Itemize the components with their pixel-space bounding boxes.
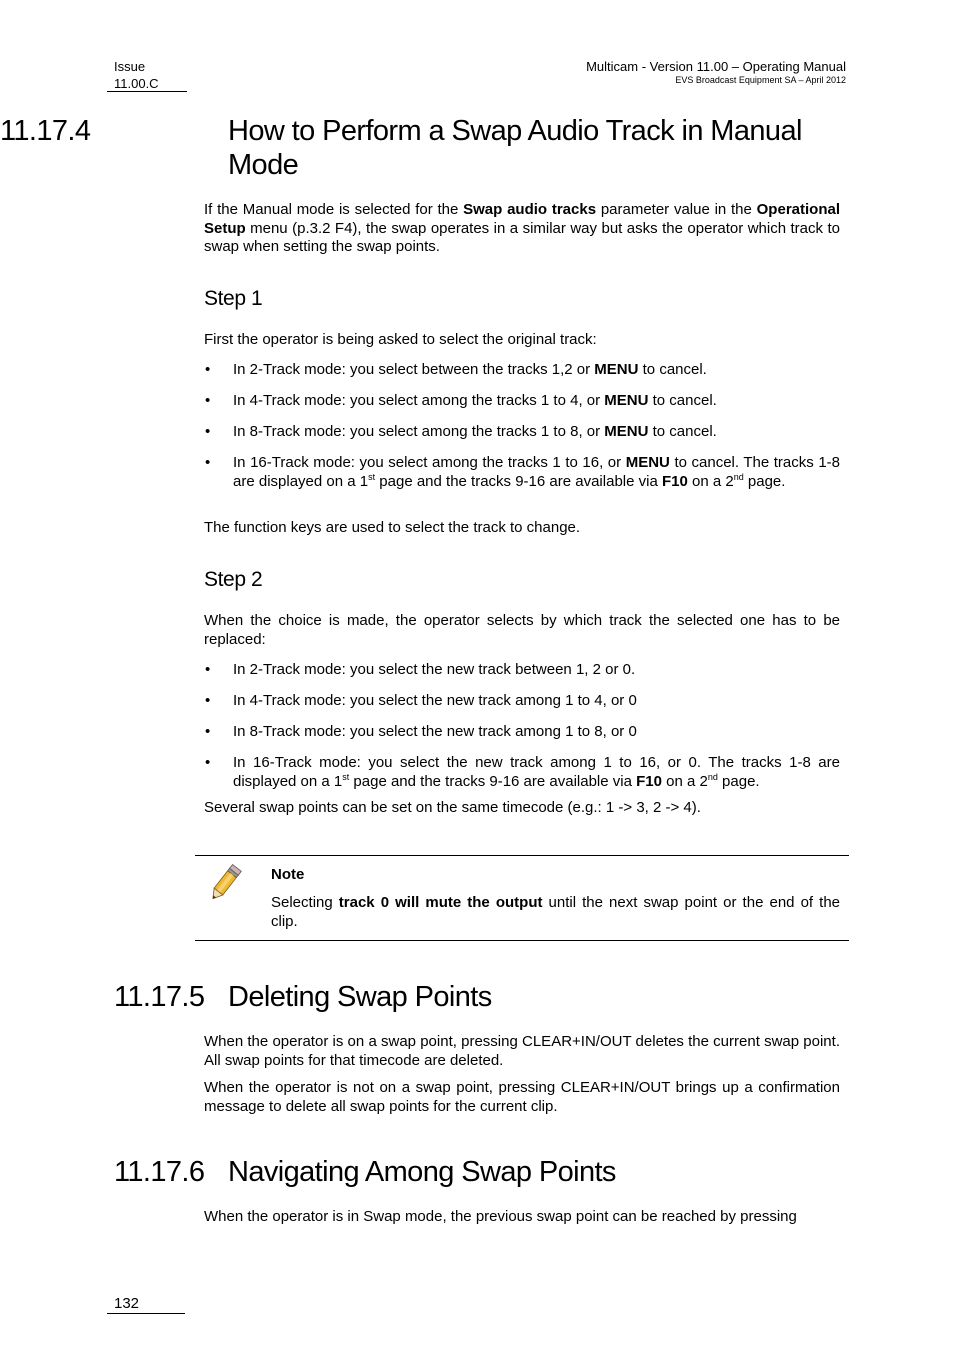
issue-label: Issue (114, 59, 146, 74)
paragraph: When the operator is not on a swap point, pressing CLEAR+IN/OUT brings up a confirmation message to delete all swap points for the current clip. (204, 1079, 840, 1115)
note-bottom-rule (195, 940, 849, 941)
superscript: nd (733, 471, 744, 482)
step-2-closing: Several swap points can be set on the same timecode (e.g.: 1 -> 3, 2 -> 4). (204, 799, 701, 816)
section-title: How to Perform a Swap Audio Track in Manual Mode (228, 115, 802, 181)
bullet-icon: • (205, 361, 211, 378)
section-heading-11-17-6 (114, 1155, 834, 1189)
text-run: until the next swap point or the end of the clip. (271, 894, 841, 930)
bullet-icon: • (205, 754, 211, 771)
text-run: In 2-Track mode: you select between the tracks 1,2 or (233, 361, 595, 378)
text-run: page and the tracks 9-16 are available via (349, 772, 637, 790)
text-run: to cancel. The tracks 1-8 are displayed on a 1 (233, 454, 841, 490)
section-title: Navigating Among Swap Points (228, 1156, 616, 1188)
text-run: If the Manual mode is selected for the (204, 201, 464, 218)
intro-paragraph (204, 201, 840, 257)
section-heading-11-17-5 (114, 980, 834, 1014)
text-run: menu (p.3.2 F4), the swap operates in a similar way but asks the operator which track to swap when setting the swap points. (204, 219, 840, 255)
list-item (204, 361, 840, 380)
list-item (204, 754, 840, 791)
page-number: 132 (114, 1295, 140, 1312)
list-item (204, 423, 840, 442)
paragraph: When the operator is on a swap point, pressing CLEAR+IN/OUT deletes the current swap point. All swap points for that timecode are deleted. (204, 1033, 840, 1069)
text-run: In 8-Track mode: you select among the tracks 1 to 8, or (233, 423, 605, 440)
step-2-bullet-list (204, 661, 840, 804)
company-date: EVS Broadcast Equipment SA – April 2012 (675, 75, 846, 85)
text-run: on a 2 (687, 472, 734, 490)
note-title: Note (271, 866, 305, 883)
bold-run: F10 (661, 472, 688, 490)
superscript: st (368, 471, 376, 482)
step-2-heading: Step 2 (204, 568, 263, 591)
text-run: parameter value in the (596, 201, 757, 218)
text-run: to cancel. (638, 361, 707, 378)
bold-run: MENU (604, 392, 649, 409)
text-run: In 4-Track mode: you select the new track among 1 to 4, or 0 (233, 692, 637, 709)
step-1-bullet-list (204, 361, 840, 504)
header-manual (586, 58, 846, 86)
bullet-icon: • (205, 723, 211, 740)
section-number: 11.17.5 (114, 981, 205, 1013)
text-run: In 4-Track mode: you select among the tracks 1 to 4, or (233, 392, 605, 409)
text-run: In 16-Track mode: you select among the tracks 1 to 16, or (233, 454, 626, 471)
pencil-icon (203, 863, 247, 905)
step-1-heading: Step 1 (204, 287, 263, 310)
bold-run: MENU (604, 423, 649, 440)
note-text (271, 894, 840, 931)
bold-run: Operational Setup (204, 201, 840, 237)
text-run: In 2-Track mode: you select the new track between 1, 2 or 0. (233, 661, 636, 678)
step-1-closing: The function keys are used to select the track to change. (204, 519, 581, 536)
text-run: page and the tracks 9-16 are available via (375, 472, 662, 490)
step-2-lead: When the choice is made, the operator selects by which track the selected one has to be replaced: (204, 612, 840, 648)
bullet-icon: • (205, 454, 211, 471)
superscript: nd (707, 771, 718, 782)
text-run: to cancel. (648, 423, 717, 440)
bullet-icon: • (205, 692, 211, 709)
list-item (204, 723, 840, 742)
text-run: In 16-Track mode: you select the new track among 1 to 16, or 0. The tracks 1-8 are displayed on a 1 (233, 754, 840, 790)
text-run: page. (717, 772, 760, 790)
bold-run: Swap audio tracks (463, 201, 597, 218)
manual-title: Multicam - Version 11.00 – Operating Manual (586, 59, 846, 74)
text-run: on a 2 (661, 772, 708, 790)
bullet-icon: • (205, 661, 211, 678)
paragraph: When the operator is in Swap mode, the previous swap point can be reached by pressing (204, 1208, 797, 1225)
list-item (204, 661, 840, 680)
section-number: 11.17.6 (114, 1156, 205, 1188)
footer-rule (107, 1313, 185, 1314)
bold-run: MENU (594, 361, 639, 378)
section-heading-11-17-4 (0, 114, 834, 182)
bold-run: track 0 will mute the output (338, 894, 543, 911)
bullet-icon: • (205, 392, 211, 409)
list-item (204, 692, 840, 711)
issue-value: 11.00.C (114, 76, 159, 91)
section-number: 11.17.4 (0, 115, 91, 147)
header-issue (114, 58, 159, 92)
section-title: Deleting Swap Points (228, 981, 492, 1013)
bullet-icon: • (205, 423, 211, 440)
note-top-rule (195, 855, 849, 856)
list-item (204, 454, 840, 491)
step-1-lead: First the operator is being asked to select the original track: (204, 331, 597, 348)
list-item (204, 392, 840, 411)
header-left-rule (107, 91, 187, 92)
superscript: st (342, 771, 350, 782)
text-run: to cancel. (648, 392, 717, 409)
bold-run: MENU (625, 454, 670, 471)
text-run: page. (743, 472, 786, 490)
bold-run: F10 (636, 772, 662, 790)
text-run: Selecting (271, 894, 339, 911)
text-run: In 8-Track mode: you select the new track among 1 to 8, or 0 (233, 723, 637, 740)
